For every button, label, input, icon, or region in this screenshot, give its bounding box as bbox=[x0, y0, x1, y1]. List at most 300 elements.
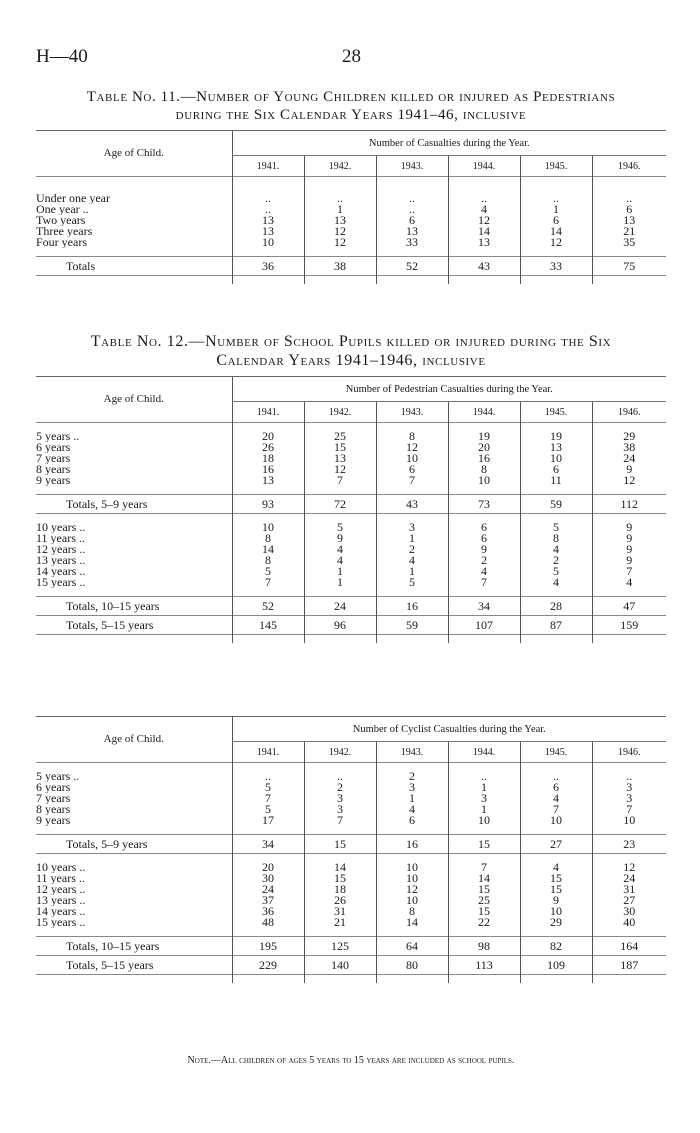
cell-value: 2 bbox=[376, 544, 448, 555]
year-header: 1944. bbox=[448, 156, 520, 177]
row-label-text: Four years bbox=[36, 237, 87, 248]
year-header: 1945. bbox=[520, 402, 592, 423]
data-row bbox=[36, 917, 666, 928]
cell-value: 19 bbox=[448, 431, 520, 442]
year-header: 1946. bbox=[592, 742, 666, 763]
document-reference: H—40 bbox=[36, 46, 88, 67]
data-row bbox=[36, 193, 666, 204]
row-label bbox=[36, 835, 232, 854]
cell-value: 5 bbox=[304, 522, 376, 533]
cell-value: .. bbox=[592, 193, 666, 204]
cell-value: 1 bbox=[376, 566, 448, 577]
spacer-row bbox=[36, 928, 666, 937]
header-row bbox=[36, 377, 666, 402]
header-row bbox=[36, 717, 666, 742]
cell-value: 15 bbox=[520, 884, 592, 895]
cell-value: .. bbox=[232, 204, 304, 215]
cell-value: 4 bbox=[448, 566, 520, 577]
row-label bbox=[36, 495, 232, 514]
row-label-text: 11 years .. bbox=[36, 533, 85, 544]
data-row bbox=[36, 475, 666, 486]
cell-value: 38 bbox=[304, 257, 376, 276]
row-label-text: Totals, 10–15 years bbox=[66, 938, 160, 953]
cell-value: 10 bbox=[376, 895, 448, 906]
cell-value: 1 bbox=[304, 204, 376, 215]
cell-value: 52 bbox=[232, 597, 304, 616]
cell-value: 10 bbox=[448, 475, 520, 486]
cell-value: 3 bbox=[592, 782, 666, 793]
table-12-cyclist bbox=[36, 716, 666, 983]
data-row bbox=[36, 464, 666, 475]
year-header: 1943. bbox=[376, 742, 448, 763]
row-label bbox=[36, 771, 232, 782]
row-label bbox=[36, 431, 232, 442]
cell-value: 20 bbox=[232, 431, 304, 442]
cell-value: 6 bbox=[376, 215, 448, 226]
year-header: 1941. bbox=[232, 402, 304, 423]
cell-value: 10 bbox=[232, 237, 304, 248]
cell-value: 18 bbox=[232, 453, 304, 464]
cell-value: 4 bbox=[376, 804, 448, 815]
data-row bbox=[36, 815, 666, 826]
cell-value: .. bbox=[520, 193, 592, 204]
cell-value: 8 bbox=[448, 464, 520, 475]
cell-value: 24 bbox=[232, 884, 304, 895]
data-row bbox=[36, 544, 666, 555]
age-column-header: Age of Child. bbox=[36, 131, 232, 177]
cell-value: 12 bbox=[304, 226, 376, 237]
cell-value: 1 bbox=[304, 577, 376, 588]
cell-value: 16 bbox=[376, 835, 448, 854]
row-label-text: 7 years bbox=[36, 453, 71, 464]
row-label bbox=[36, 873, 232, 884]
cell-value: 8 bbox=[232, 533, 304, 544]
cell-value: 12 bbox=[376, 442, 448, 453]
year-header: 1942. bbox=[304, 742, 376, 763]
cell-value: 15 bbox=[304, 873, 376, 884]
row-label bbox=[36, 555, 232, 566]
cell-value: 40 bbox=[592, 917, 666, 928]
row-label-text: 15 years .. bbox=[36, 577, 86, 588]
cell-value: 15 bbox=[304, 835, 376, 854]
row-label-text: 9 years bbox=[36, 475, 71, 486]
row-label bbox=[36, 577, 232, 588]
cell-value: 6 bbox=[592, 204, 666, 215]
cell-value: 1 bbox=[376, 533, 448, 544]
data-row bbox=[36, 204, 666, 215]
cell-value: 10 bbox=[376, 873, 448, 884]
row-label-text: One year .. bbox=[36, 204, 89, 215]
cell-value: 10 bbox=[592, 815, 666, 826]
year-header: 1944. bbox=[448, 402, 520, 423]
data-row bbox=[36, 793, 666, 804]
year-header: 1944. bbox=[448, 742, 520, 763]
cell-value: 87 bbox=[520, 616, 592, 635]
casualties-caption: Number of Casualties during the Year. bbox=[232, 131, 666, 156]
cell-value: 12 bbox=[448, 215, 520, 226]
cell-value: 96 bbox=[304, 616, 376, 635]
cell-value: 14 bbox=[376, 917, 448, 928]
cell-value: 107 bbox=[448, 616, 520, 635]
cell-value: 31 bbox=[592, 884, 666, 895]
cell-value: 13 bbox=[448, 237, 520, 248]
row-label bbox=[36, 257, 232, 276]
cell-value: 14 bbox=[304, 862, 376, 873]
cell-value: 12 bbox=[376, 884, 448, 895]
cell-value: 4 bbox=[376, 555, 448, 566]
year-header: 1941. bbox=[232, 742, 304, 763]
casualties-caption: Number of Cyclist Casualties during the Year. bbox=[232, 717, 666, 742]
cell-value: 13 bbox=[304, 215, 376, 226]
cell-value: 6 bbox=[376, 815, 448, 826]
cell-value: 33 bbox=[520, 257, 592, 276]
table-11-title-line-1: Table No. 11.—Number of Young Children killed or injured as Pedestrians bbox=[86, 89, 616, 105]
data-row bbox=[36, 215, 666, 226]
spacer-row bbox=[36, 486, 666, 495]
cell-value: 17 bbox=[232, 815, 304, 826]
cell-value: 3 bbox=[304, 804, 376, 815]
cell-value: 52 bbox=[376, 257, 448, 276]
spacer-row bbox=[36, 826, 666, 835]
cell-value: 10 bbox=[232, 522, 304, 533]
cell-value: 1 bbox=[304, 566, 376, 577]
row-label-text: 5 years .. bbox=[36, 431, 80, 442]
row-label bbox=[36, 193, 232, 204]
row-label-text: Totals, 5–15 years bbox=[66, 617, 154, 632]
year-header: 1943. bbox=[376, 156, 448, 177]
cell-value: 4 bbox=[304, 555, 376, 566]
cell-value: 14 bbox=[448, 873, 520, 884]
spacer-row bbox=[36, 177, 666, 186]
cell-value: .. bbox=[304, 193, 376, 204]
cell-value: 8 bbox=[376, 906, 448, 917]
cell-value: 28 bbox=[520, 597, 592, 616]
data-row bbox=[36, 237, 666, 248]
row-label-text: Totals, 5–9 years bbox=[66, 496, 148, 511]
cell-value: 12 bbox=[592, 862, 666, 873]
cell-value: 64 bbox=[376, 937, 448, 956]
row-label-text: Under one year bbox=[36, 193, 110, 204]
cell-value: 8 bbox=[232, 555, 304, 566]
table-12-title-line-2: Calendar Years 1941–1946, inclusive bbox=[216, 352, 486, 369]
cell-value: 2 bbox=[520, 555, 592, 566]
cell-value: 29 bbox=[520, 917, 592, 928]
cell-value: 22 bbox=[448, 917, 520, 928]
footnote: Note.—All children of ages 5 years to 15 years are included as school pupils. bbox=[187, 1055, 515, 1066]
row-label-text: 14 years .. bbox=[36, 906, 86, 917]
cell-value: 140 bbox=[304, 956, 376, 975]
cell-value: .. bbox=[304, 771, 376, 782]
cell-value: 4 bbox=[448, 204, 520, 215]
cell-value: 24 bbox=[592, 873, 666, 884]
row-label-text: 15 years .. bbox=[36, 917, 86, 928]
row-label-text: 6 years bbox=[36, 782, 71, 793]
table-12-title-line-1: Table No. 12.—Number of School Pupils killed or injured during the Six bbox=[90, 333, 612, 350]
data-row bbox=[36, 862, 666, 873]
row-label bbox=[36, 884, 232, 895]
row-label bbox=[36, 815, 232, 826]
cell-value: 5 bbox=[520, 566, 592, 577]
cell-value: 20 bbox=[448, 442, 520, 453]
cell-value: 6 bbox=[520, 464, 592, 475]
row-label bbox=[36, 782, 232, 793]
cell-value: 12 bbox=[520, 237, 592, 248]
data-row bbox=[36, 555, 666, 566]
row-label bbox=[36, 522, 232, 533]
row-label-text: 14 years .. bbox=[36, 566, 86, 577]
cell-value: 82 bbox=[520, 937, 592, 956]
row-label bbox=[36, 895, 232, 906]
year-header: 1942. bbox=[304, 156, 376, 177]
spacer-row bbox=[36, 975, 666, 984]
row-label bbox=[36, 464, 232, 475]
spacer-row bbox=[36, 854, 666, 863]
data-row bbox=[36, 873, 666, 884]
cell-value: 1 bbox=[448, 804, 520, 815]
table-11 bbox=[36, 130, 666, 284]
cell-value: 5 bbox=[520, 522, 592, 533]
row-label-text: 12 years .. bbox=[36, 544, 86, 555]
cell-value: 16 bbox=[448, 453, 520, 464]
cell-value: 195 bbox=[232, 937, 304, 956]
cell-value: 7 bbox=[304, 815, 376, 826]
table-11-title-line-2: during the Six Calendar Years 1941–46, inclusive bbox=[175, 107, 527, 123]
cell-value: 4 bbox=[520, 862, 592, 873]
year-header: 1945. bbox=[520, 742, 592, 763]
casualties-caption: Number of Pedestrian Casualties during the Year. bbox=[232, 377, 666, 402]
cell-value: 1 bbox=[448, 782, 520, 793]
cell-value: 21 bbox=[592, 226, 666, 237]
cell-value: 15 bbox=[448, 884, 520, 895]
cell-value: 10 bbox=[520, 906, 592, 917]
spacer-row bbox=[36, 248, 666, 257]
cell-value: 43 bbox=[376, 495, 448, 514]
cell-value: 98 bbox=[448, 937, 520, 956]
year-header: 1945. bbox=[520, 156, 592, 177]
row-label-text: Totals, 10–15 years bbox=[66, 598, 160, 613]
cell-value: 30 bbox=[232, 873, 304, 884]
data-row bbox=[36, 431, 666, 442]
row-label bbox=[36, 917, 232, 928]
cell-value: 43 bbox=[448, 257, 520, 276]
cell-value: .. bbox=[232, 771, 304, 782]
cell-value: 16 bbox=[232, 464, 304, 475]
row-label bbox=[36, 204, 232, 215]
cell-value: 20 bbox=[232, 862, 304, 873]
row-label-text: 11 years .. bbox=[36, 873, 85, 884]
row-label-text: Totals, 5–15 years bbox=[66, 957, 154, 972]
cell-value: 7 bbox=[376, 475, 448, 486]
cell-value: 8 bbox=[520, 533, 592, 544]
cell-value: 33 bbox=[376, 237, 448, 248]
cell-value: 13 bbox=[304, 453, 376, 464]
cell-value: 15 bbox=[448, 906, 520, 917]
cell-value: 10 bbox=[376, 453, 448, 464]
cell-value: 16 bbox=[376, 597, 448, 616]
spacer-row bbox=[36, 276, 666, 285]
cell-value: 125 bbox=[304, 937, 376, 956]
cell-value: 27 bbox=[592, 895, 666, 906]
data-row bbox=[36, 566, 666, 577]
cell-value: 59 bbox=[376, 616, 448, 635]
table-12-pedestrian bbox=[36, 376, 666, 643]
cell-value: 14 bbox=[448, 226, 520, 237]
cell-value: 4 bbox=[520, 544, 592, 555]
row-label bbox=[36, 475, 232, 486]
cell-value: 13 bbox=[232, 475, 304, 486]
cell-value: 6 bbox=[448, 533, 520, 544]
cell-value: .. bbox=[448, 771, 520, 782]
cell-value: 15 bbox=[448, 835, 520, 854]
row-label-text: Totals, 5–9 years bbox=[66, 836, 148, 851]
cell-value: 5 bbox=[232, 782, 304, 793]
cell-value: 47 bbox=[592, 597, 666, 616]
cell-value: 4 bbox=[592, 577, 666, 588]
cell-value: 13 bbox=[520, 442, 592, 453]
cell-value: 9 bbox=[592, 464, 666, 475]
row-label bbox=[36, 862, 232, 873]
cell-value: 21 bbox=[304, 917, 376, 928]
data-row bbox=[36, 522, 666, 533]
totals-row bbox=[36, 956, 666, 975]
cell-value: 2 bbox=[376, 771, 448, 782]
row-label-text: 8 years bbox=[36, 804, 71, 815]
subtotal-row bbox=[36, 597, 666, 616]
cell-value: 15 bbox=[304, 442, 376, 453]
cell-value: 14 bbox=[232, 544, 304, 555]
cell-value: 24 bbox=[304, 597, 376, 616]
cell-value: 25 bbox=[304, 431, 376, 442]
cell-value: 7 bbox=[232, 793, 304, 804]
cell-value: 7 bbox=[448, 577, 520, 588]
row-label bbox=[36, 804, 232, 815]
cell-value: 13 bbox=[592, 215, 666, 226]
row-label-text: 7 years bbox=[36, 793, 71, 804]
page-header bbox=[36, 46, 666, 70]
cell-value: 7 bbox=[520, 804, 592, 815]
cell-value: 48 bbox=[232, 917, 304, 928]
cell-value: 7 bbox=[304, 475, 376, 486]
cell-value: 5 bbox=[232, 566, 304, 577]
row-label-text: Three years bbox=[36, 226, 93, 237]
data-row bbox=[36, 884, 666, 895]
cell-value: 36 bbox=[232, 257, 304, 276]
cell-value: 36 bbox=[232, 906, 304, 917]
year-header: 1941. bbox=[232, 156, 304, 177]
spacer-row bbox=[36, 423, 666, 432]
subtotal-row bbox=[36, 835, 666, 854]
spacer-row bbox=[36, 635, 666, 644]
data-row bbox=[36, 906, 666, 917]
cell-value: 18 bbox=[304, 884, 376, 895]
cell-value: .. bbox=[448, 193, 520, 204]
cell-value: 13 bbox=[376, 226, 448, 237]
cell-value: 12 bbox=[592, 475, 666, 486]
cell-value: 187 bbox=[592, 956, 666, 975]
row-label bbox=[36, 956, 232, 975]
cell-value: 6 bbox=[448, 522, 520, 533]
cell-value: 5 bbox=[232, 804, 304, 815]
cell-value: 10 bbox=[520, 815, 592, 826]
age-column-header: Age of Child. bbox=[36, 717, 232, 763]
cell-value: 3 bbox=[376, 522, 448, 533]
data-row bbox=[36, 771, 666, 782]
cell-value: 159 bbox=[592, 616, 666, 635]
year-header: 1946. bbox=[592, 402, 666, 423]
data-row bbox=[36, 577, 666, 588]
cell-value: 15 bbox=[520, 873, 592, 884]
cell-value: 109 bbox=[520, 956, 592, 975]
cell-value: 7 bbox=[592, 804, 666, 815]
cell-value: 27 bbox=[520, 835, 592, 854]
row-label bbox=[36, 566, 232, 577]
data-row bbox=[36, 453, 666, 464]
cell-value: 34 bbox=[232, 835, 304, 854]
cell-value: 3 bbox=[448, 793, 520, 804]
cell-value: 59 bbox=[520, 495, 592, 514]
row-label bbox=[36, 215, 232, 226]
cell-value: .. bbox=[232, 193, 304, 204]
row-label bbox=[36, 544, 232, 555]
cell-value: 5 bbox=[376, 577, 448, 588]
spacer-row bbox=[36, 763, 666, 772]
cell-value: 31 bbox=[304, 906, 376, 917]
row-label bbox=[36, 226, 232, 237]
cell-value: 12 bbox=[304, 464, 376, 475]
cell-value: 10 bbox=[376, 862, 448, 873]
cell-value: 164 bbox=[592, 937, 666, 956]
row-label bbox=[36, 937, 232, 956]
cell-value: 3 bbox=[376, 782, 448, 793]
row-label bbox=[36, 906, 232, 917]
table-11-title bbox=[36, 88, 666, 124]
cell-value: 2 bbox=[304, 782, 376, 793]
cell-value: 37 bbox=[232, 895, 304, 906]
row-label-text: Totals bbox=[66, 258, 96, 273]
cell-value: 73 bbox=[448, 495, 520, 514]
table-12-title bbox=[36, 332, 666, 370]
page-number: 28 bbox=[342, 46, 361, 67]
cell-value: 9 bbox=[592, 522, 666, 533]
cell-value: 25 bbox=[448, 895, 520, 906]
cell-value: 9 bbox=[448, 544, 520, 555]
data-row bbox=[36, 804, 666, 815]
cell-value: 9 bbox=[304, 533, 376, 544]
cell-value: 11 bbox=[520, 475, 592, 486]
cell-value: .. bbox=[376, 204, 448, 215]
cell-value: 26 bbox=[232, 442, 304, 453]
cell-value: 113 bbox=[448, 956, 520, 975]
spacer-row bbox=[36, 185, 666, 193]
age-column-header: Age of Child. bbox=[36, 377, 232, 423]
cell-value: 7 bbox=[592, 566, 666, 577]
cell-value: 9 bbox=[520, 895, 592, 906]
row-label bbox=[36, 597, 232, 616]
cell-value: 93 bbox=[232, 495, 304, 514]
cell-value: 10 bbox=[448, 815, 520, 826]
cell-value: 1 bbox=[376, 793, 448, 804]
cell-value: 34 bbox=[448, 597, 520, 616]
row-label-text: 6 years bbox=[36, 442, 71, 453]
cell-value: 2 bbox=[448, 555, 520, 566]
cell-value: 3 bbox=[304, 793, 376, 804]
cell-value: 3 bbox=[592, 793, 666, 804]
row-label bbox=[36, 453, 232, 464]
row-label-text: 5 years .. bbox=[36, 771, 80, 782]
cell-value: 1 bbox=[520, 204, 592, 215]
row-label-text: Two years bbox=[36, 215, 86, 226]
cell-value: 6 bbox=[520, 215, 592, 226]
